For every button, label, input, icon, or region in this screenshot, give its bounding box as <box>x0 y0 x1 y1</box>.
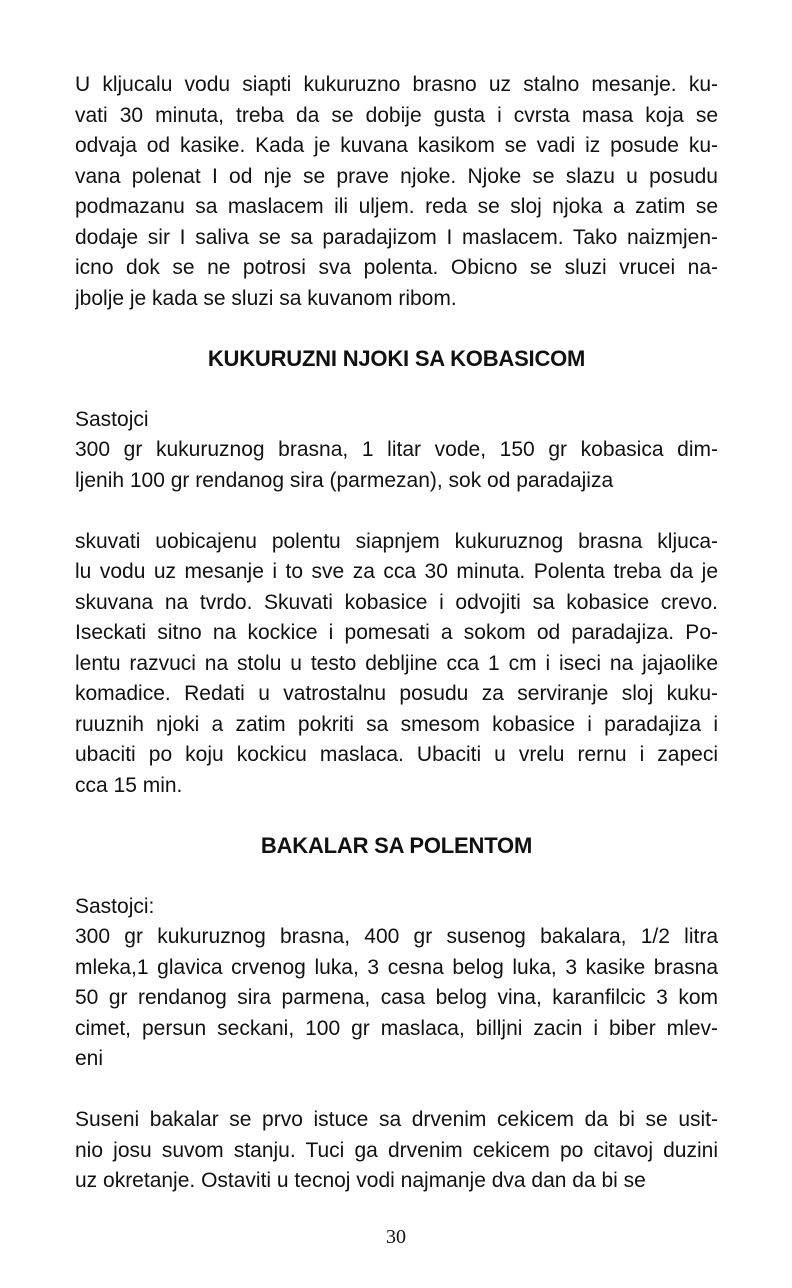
text-line: skuvati uobicajenu polentu siapnjem kukuruznog brasna kljuca- <box>75 529 718 553</box>
text-line: komadice. Redati u vatrostalnu posudu za serviranje sloj kuku- <box>75 682 718 705</box>
text-line: cca 15 min. <box>75 773 183 797</box>
ingredients-section <box>75 892 718 1075</box>
ingredients-line: mleka,1 glavica crvenog luka, 3 cesna belog luka, 3 kasike brasna <box>75 955 718 979</box>
text-line: ubaciti po koju kockicu maslaca. Ubaciti u vrelu rernu i zapeci <box>75 743 718 766</box>
page-number: 30 <box>386 1226 406 1248</box>
ingredients-line: 300 gr kukuruznog brasna, 400 gr susenog bakalara, 1/2 litra <box>75 925 718 948</box>
intro-paragraph <box>75 70 718 314</box>
text-line: vati 30 minuta, treba da se dobije gusta i cvrsta masa koja se <box>75 103 718 127</box>
text-line: lentu razvuci na stolu u testo debljine cca 1 cm i iseci na jajaolike <box>75 651 718 675</box>
text-line: odvaja od kasike. Kada je kuvana kasikom se vadi iz posude ku- <box>75 134 718 157</box>
text-line: icno dok se ne potrosi sva polenta. Obicno se sluzi vrucei na- <box>75 256 718 279</box>
instructions-paragraph <box>75 1105 718 1197</box>
page-content <box>75 70 718 1197</box>
text-line: Iseckati sitno na kockice i pomesati a sokom od paradajiza. Po- <box>75 621 718 644</box>
ingredients-label: Sastojci <box>75 407 149 431</box>
ingredients-line: eni <box>75 1047 104 1070</box>
ingredients-section <box>75 405 718 497</box>
instructions-paragraph <box>75 527 718 802</box>
text-line: Suseni bakalar se prvo istuce sa drvenim cekicem da bi se usit- <box>75 1108 718 1131</box>
text-line: vana polenat I od nje se prave njoke. Njoke se slazu u posudu <box>75 164 718 188</box>
text-line: nio josu suvom stanju. Tuci ga drvenim cekicem po citavoj duzini <box>75 1138 718 1162</box>
ingredients-line: cimet, persun seckani, 100 gr maslaca, billjni zacin i biber mlev- <box>75 1016 718 1040</box>
text-line: lu vodu uz mesanje i to sve za cca 30 minuta. Polenta treba da je <box>75 560 718 583</box>
text-line: podmazanu sa maslacem ili uljem. reda se sloj njoka a zatim se <box>75 195 718 218</box>
ingredients-line: ljenih 100 gr rendanog sira (parmezan), sok od paradajiza <box>75 468 614 492</box>
ingredients-line: 50 gr rendanog sira parmena, casa belog vina, karanfilcic 3 kom <box>75 986 718 1009</box>
text-line: skuvana na tvrdo. Skuvati kobasice i odvojiti sa kobasice crevo. <box>75 590 718 614</box>
text-line: U kljucalu vodu siapti kukuruzno brasno uz stalno mesanje. ku- <box>75 73 718 96</box>
text-line: jbolje je kada se sluzi sa kuvanom ribom. <box>75 286 457 310</box>
recipe-title: BAKALAR SA POLENTOM <box>260 833 533 858</box>
recipe-title: KUKURUZNI NJOKI SA KOBASICOM <box>207 346 586 371</box>
ingredients-label: Sastojci: <box>75 894 155 918</box>
text-line: uz okretanje. Ostaviti u tecnoj vodi najmanje dva dan da bi se <box>75 1169 646 1192</box>
text-line: dodaje sir I saliva se sa paradajizom I maslacem. Tako naizmjen- <box>75 225 718 249</box>
ingredients-line: 300 gr kukuruznog brasna, 1 litar vode, 150 gr kobasica dim- <box>75 438 718 461</box>
text-line: ruuznih njoki a zatim pokriti sa smesom kobasice i paradajiza i <box>75 712 718 736</box>
